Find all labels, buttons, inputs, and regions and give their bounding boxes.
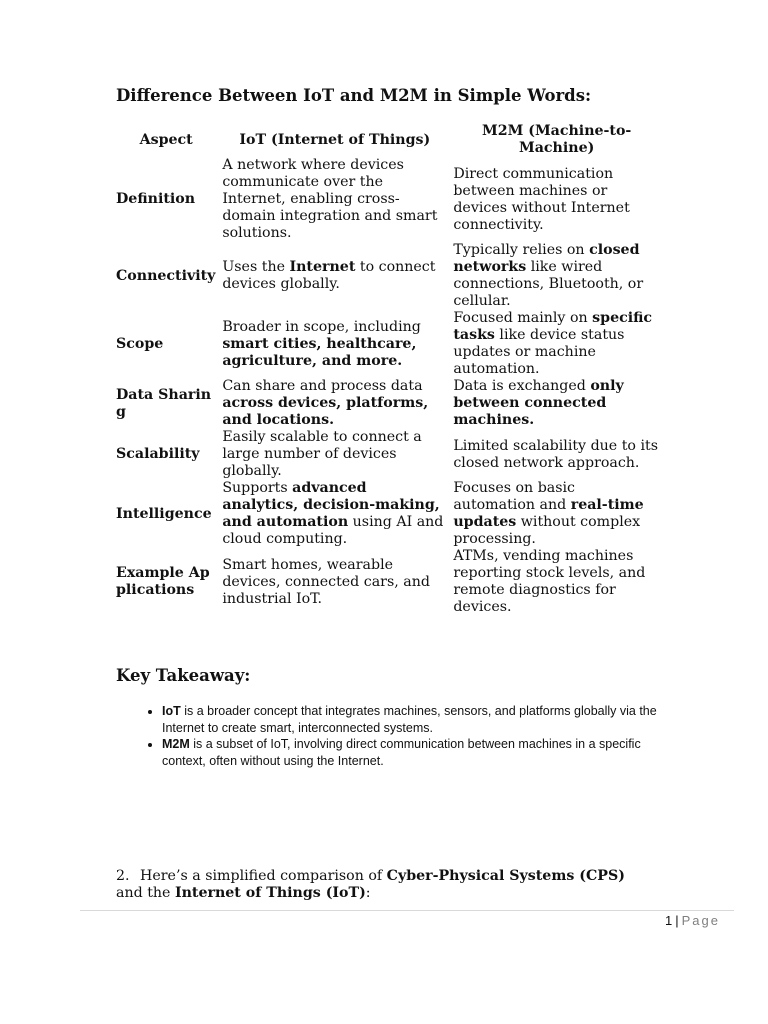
bold-text: Cyber-Physical Systems (CPS) — [386, 868, 625, 884]
text-run: like device status updates or machine automation. — [453, 327, 625, 377]
row-aspect: Connectivity — [116, 267, 216, 284]
text-run: ATMs, vending machines reporting stock levels, and remote diagnostics for devices. — [453, 548, 646, 615]
text-run: to connect devices globally. — [222, 259, 436, 292]
row-aspect: Scalability — [116, 446, 200, 462]
bullet-text: is a broader concept that integrates machines, sensors, and platforms globally via the Internet to create smart, interconnected systems. — [162, 704, 657, 735]
header-iot: IoT (Internet of Things) — [239, 131, 431, 148]
bold-text: Internet of Things (IoT) — [174, 885, 366, 901]
row-m2m-cell — [450, 310, 663, 378]
text-run: A network where devices communicate over the Internet, enabling cross-domain integration and smart solutions. — [222, 157, 438, 241]
text-run: Easily scalable to connect a large number of devices globally. — [222, 429, 422, 479]
header-aspect: Aspect — [139, 131, 193, 148]
list-item — [162, 736, 682, 769]
text-run: like wired connections, Bluetooth, or cellular. — [453, 259, 644, 309]
bold-text: only between connected machines. — [453, 378, 624, 428]
row-m2m-cell — [450, 157, 663, 242]
row-aspect: Definition — [116, 191, 196, 207]
row-iot-cell — [219, 548, 450, 616]
page-label: Page — [681, 913, 720, 928]
bold-text: Internet — [289, 259, 356, 275]
row-iot-cell — [219, 310, 450, 378]
text-run: Smart homes, wearable devices, connected cars, and industrial IoT. — [222, 556, 430, 607]
text-run: Typically relies on — [453, 242, 590, 258]
text-run: Here’s a simplified comparison of — [140, 868, 387, 884]
text-run: using AI and cloud computing. — [222, 514, 444, 547]
bullet-text: is a subset of IoT, involving direct communication between machines in a specific context, often without using the Internet. — [162, 737, 641, 768]
text-run: Can share and process data — [222, 378, 423, 394]
row-m2m-cell — [450, 429, 663, 480]
text-run: Data is exchanged — [453, 378, 591, 394]
text-run: : — [365, 885, 371, 901]
page-separator: | — [675, 913, 679, 928]
row-aspect: Scope — [116, 335, 164, 352]
table-row — [113, 429, 663, 480]
page-footer — [665, 913, 720, 928]
row-iot-cell — [219, 157, 450, 242]
text-run: without complex processing. — [453, 514, 641, 547]
cps-iot-comparison-intro — [116, 868, 656, 902]
bold-text: specific tasks — [453, 310, 653, 343]
text-run: Limited scalability due to its closed network approach. — [453, 437, 658, 471]
header-m2m: M2M (Machine-to-Machine) — [482, 123, 632, 156]
text-run: and the — [116, 885, 175, 901]
takeaway-list — [130, 703, 682, 769]
comparison-text — [116, 868, 625, 901]
text-run: Supports — [222, 480, 293, 496]
page-title: Difference Between IoT and M2M in Simple Words: — [116, 86, 592, 105]
table-row — [113, 378, 663, 429]
page-number: 1 — [665, 913, 673, 928]
row-iot-cell — [219, 480, 450, 548]
comparison-table — [113, 123, 663, 616]
bold-text: smart cities, healthcare, agriculture, and more. — [222, 335, 417, 369]
list-item — [162, 703, 682, 736]
table-row — [113, 157, 663, 242]
key-takeaway-heading: Key Takeaway: — [116, 666, 251, 685]
row-m2m-cell — [450, 480, 663, 548]
list-number: 2. — [116, 868, 130, 884]
table-row — [113, 310, 663, 378]
bold-text: across devices, platforms, and locations. — [222, 395, 429, 428]
table-header-row — [113, 123, 663, 157]
row-aspect: Intelligence — [116, 505, 212, 522]
row-iot-cell — [219, 429, 450, 480]
text-run: Uses the — [222, 259, 290, 275]
row-iot-cell — [219, 378, 450, 429]
bold-text: advanced analytics, decision-making, and automation — [222, 480, 440, 530]
row-m2m-cell — [450, 242, 663, 310]
bold-text: closed networks — [453, 242, 640, 275]
row-aspect: Example Applications — [116, 565, 210, 598]
text-run: Focused mainly on — [453, 310, 593, 326]
text-run: Focuses on basic automation and — [453, 480, 575, 513]
bold-text: real-time updates — [453, 497, 644, 530]
table-row — [113, 242, 663, 310]
row-m2m-cell — [450, 548, 663, 616]
bullet-term: IoT — [162, 704, 181, 718]
row-m2m-cell — [450, 378, 663, 429]
table-row — [113, 480, 663, 548]
text-run: Broader in scope, including — [222, 318, 421, 335]
table-row — [113, 548, 663, 616]
text-run: Direct communication between machines or devices without Internet connectivity. — [453, 165, 630, 233]
row-iot-cell — [219, 242, 450, 310]
row-aspect: Data Sharing — [116, 386, 212, 420]
bullet-term: M2M — [162, 737, 190, 751]
footer-divider — [80, 910, 734, 911]
